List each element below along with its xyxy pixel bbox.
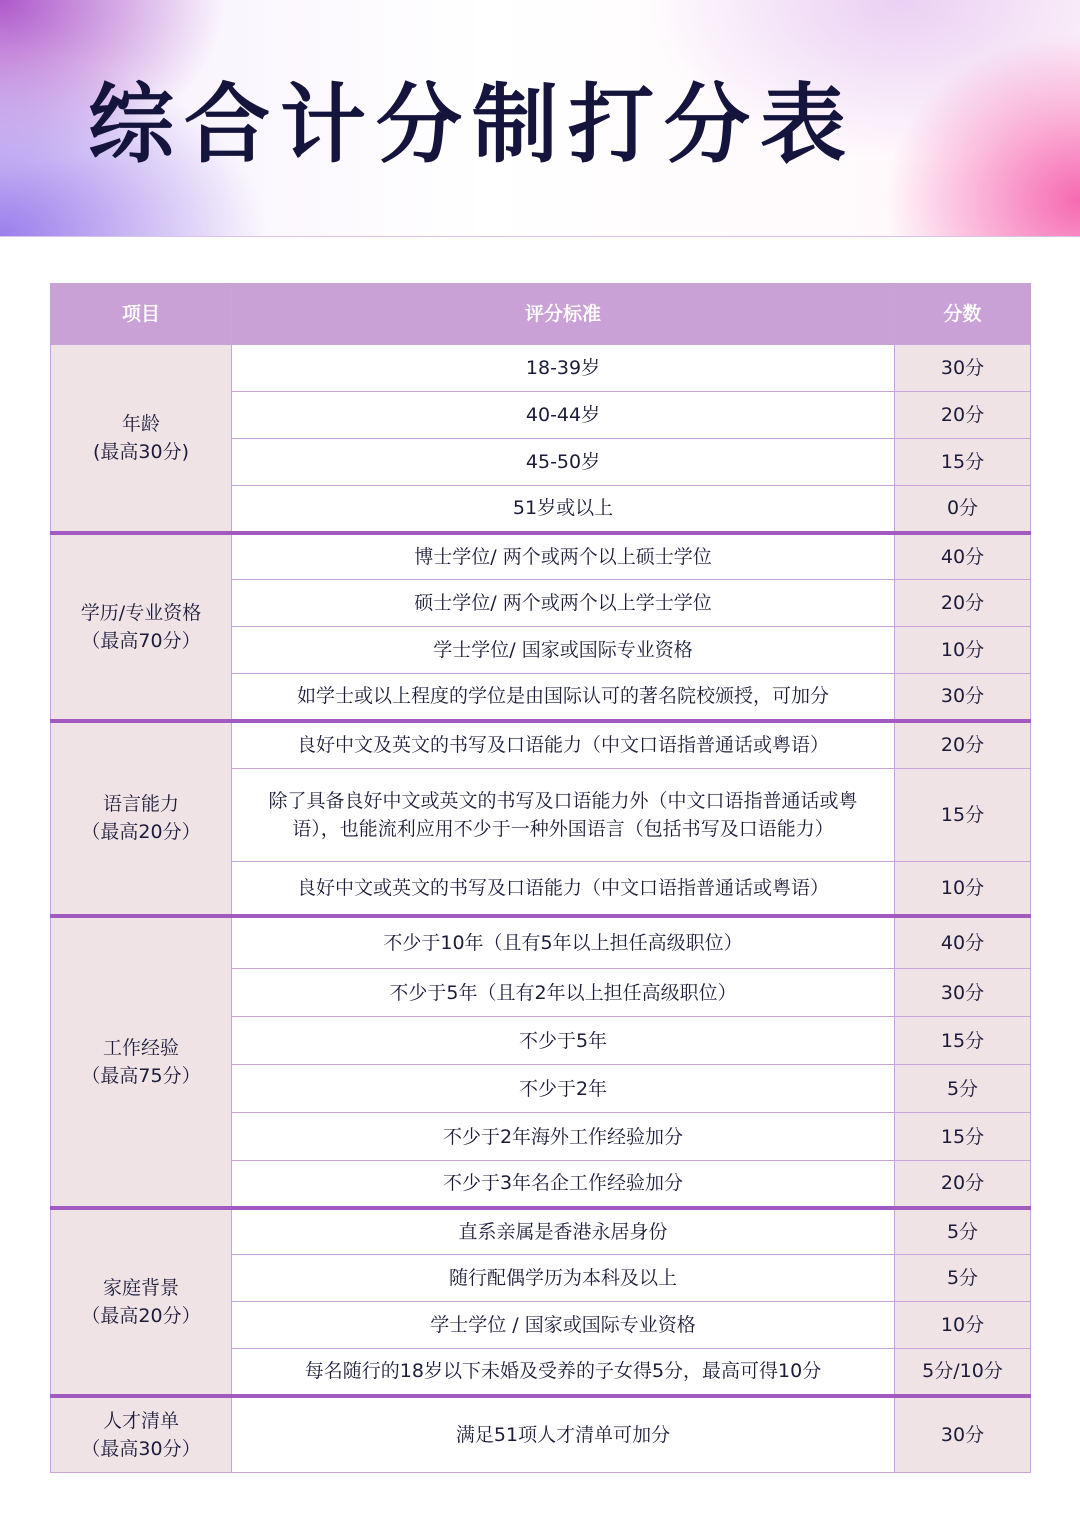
category-name: 家庭背景 [102, 1276, 179, 1299]
category-max: （最高20分） [81, 821, 201, 843]
criterion-cell: 随行配偶学历为本科及以上 [232, 1255, 895, 1302]
category-name: 年龄 [121, 412, 160, 435]
criterion-cell: 学士学位 / 国家或国际专业资格 [232, 1302, 895, 1349]
header-criteria: 评分标准 [232, 284, 895, 345]
points-cell: 5分 [895, 1065, 1031, 1113]
category-max: （最高70分） [81, 629, 201, 652]
criterion-cell: 45-50岁 [232, 439, 895, 486]
category-cell [51, 721, 232, 916]
criterion-cell: 不少于2年 [232, 1065, 895, 1113]
category-max: （最高30分） [81, 1437, 201, 1460]
header-points: 分数 [895, 284, 1031, 345]
criterion-cell: 不少于5年 [232, 1017, 895, 1065]
table-row [51, 916, 1031, 969]
category-name: 工作经验 [102, 1036, 179, 1059]
category-cell [51, 1208, 232, 1396]
page-title: 综合计分制打分表 [88, 75, 856, 175]
points-cell: 5分 [895, 1208, 1031, 1255]
header-item: 项目 [51, 284, 232, 345]
points-cell: 10分 [895, 627, 1031, 674]
points-cell: 15分 [895, 769, 1031, 862]
category-max: （最高20分） [81, 1304, 201, 1327]
points-cell: 20分 [895, 580, 1031, 627]
table-body [51, 345, 1031, 1473]
points-cell: 20分 [895, 1161, 1031, 1208]
points-cell: 15分 [895, 1113, 1031, 1161]
category-cell [51, 916, 232, 1208]
points-cell: 30分 [895, 345, 1031, 392]
table-header-row [51, 284, 1031, 345]
table-row [51, 1396, 1031, 1473]
criterion-cell: 51岁或以上 [232, 486, 895, 533]
category-cell [51, 345, 232, 533]
points-cell: 5分 [895, 1255, 1031, 1302]
criterion-cell: 40-44岁 [232, 392, 895, 439]
points-cell: 30分 [895, 969, 1031, 1017]
criterion-cell: 博士学位/ 两个或两个以上硕士学位 [232, 533, 895, 580]
category-max: (最高30分) [92, 440, 189, 463]
criterion-cell: 如学士或以上程度的学位是由国际认可的著名院校颁授，可加分 [232, 674, 895, 721]
criterion-cell: 不少于5年（且有2年以上担任高级职位） [232, 969, 895, 1017]
criterion-cell: 硕士学位/ 两个或两个以上学士学位 [232, 580, 895, 627]
criterion-cell: 18-39岁 [232, 345, 895, 392]
header-banner [0, 0, 1080, 237]
points-cell: 15分 [895, 1017, 1031, 1065]
points-cell: 20分 [895, 392, 1031, 439]
points-cell: 40分 [895, 533, 1031, 580]
criterion-cell: 不少于3年名企工作经验加分 [232, 1161, 895, 1208]
table-row [51, 345, 1031, 392]
points-cell: 5分/10分 [895, 1349, 1031, 1396]
points-cell: 15分 [895, 439, 1031, 486]
points-cell: 20分 [895, 721, 1031, 769]
points-cell: 10分 [895, 862, 1031, 916]
criterion-cell: 每名随行的18岁以下未婚及受养的子女得5分，最高可得10分 [232, 1349, 895, 1396]
criterion-cell: 除了具备良好中文或英文的书写及口语能力外（中文口语指普通话或粤语），也能流利应用不少于一种外国语言（包括书写及口语能力） [232, 769, 895, 862]
criterion-cell: 良好中文或英文的书写及口语能力（中文口语指普通话或粤语） [232, 862, 895, 916]
points-cell: 10分 [895, 1302, 1031, 1349]
points-cell: 0分 [895, 486, 1031, 533]
points-cell: 40分 [895, 916, 1031, 969]
table-row [51, 1208, 1031, 1255]
criterion-cell: 不少于2年海外工作经验加分 [232, 1113, 895, 1161]
criterion-cell: 良好中文及英文的书写及口语能力（中文口语指普通话或粤语） [232, 721, 895, 769]
points-cell: 30分 [895, 674, 1031, 721]
criterion-cell: 不少于10年（且有5年以上担任高级职位） [232, 916, 895, 969]
table-row [51, 721, 1031, 769]
category-cell [51, 533, 232, 721]
criterion-cell: 学士学位/ 国家或国际专业资格 [232, 627, 895, 674]
criterion-cell: 满足51项人才清单可加分 [232, 1396, 895, 1473]
category-cell [51, 1396, 232, 1473]
category-name: 学历/专业资格 [80, 601, 202, 624]
points-cell: 30分 [895, 1396, 1031, 1473]
category-name: 人才清单 [102, 1409, 179, 1432]
category-name: 语言能力 [102, 793, 179, 815]
score-table [50, 283, 1031, 1473]
category-max: （最高75分） [81, 1064, 201, 1087]
criterion-cell: 直系亲属是香港永居身份 [232, 1208, 895, 1255]
table-row [51, 533, 1031, 580]
